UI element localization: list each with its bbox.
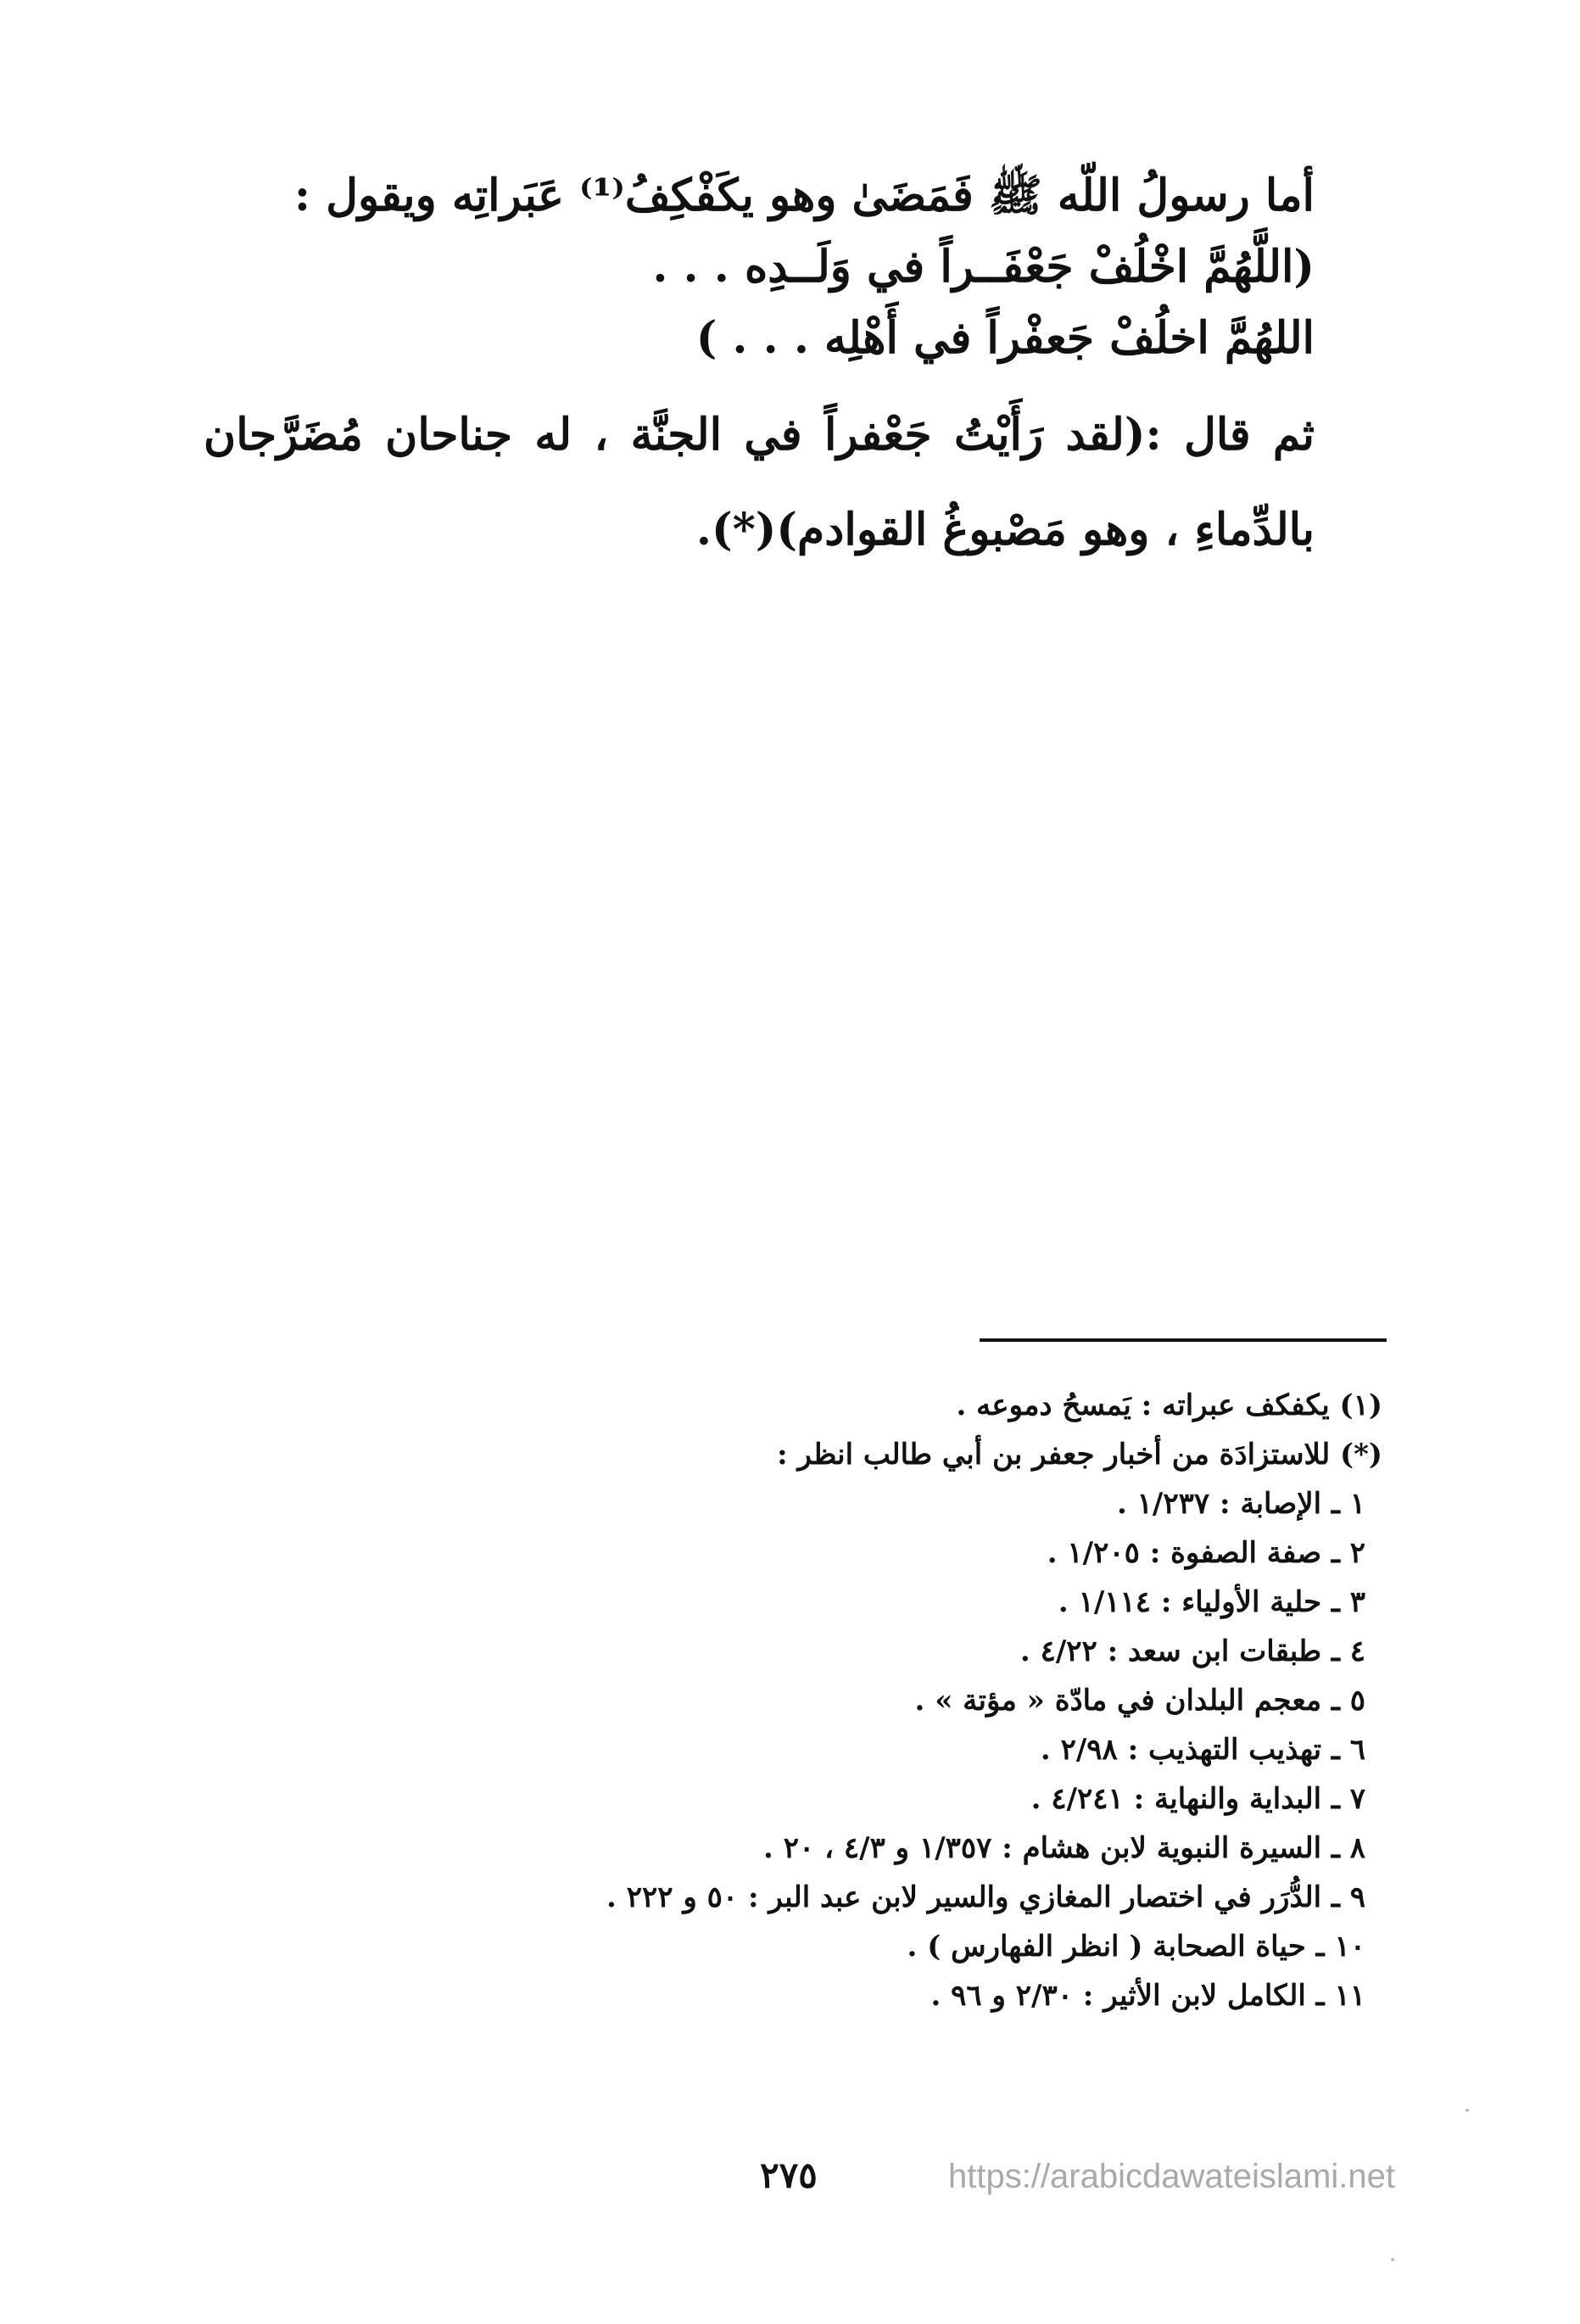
reference-item: ٥ ـ معجم البلدان في مادّة « مؤتة » . [914,1684,1365,1718]
reference-item: ٧ ـ البداية والنهاية : ٤/٢٤١ . [1030,1782,1365,1816]
reference-item: ٦ ـ تهذيب التهذيب : ٢/٩٨ . [1040,1733,1365,1767]
footnote-1: (١) يكفكف عبراته : يَمسحُ دموعه . [956,1388,1382,1422]
reference-item: ٩ ـ الدُّرَر في اختصار المغازي والسير لابن عبد البر : ٥٠ و ٢٢٢ . [606,1880,1365,1914]
reference-item: ٣ ـ حلية الأولياء : ١/١١٤ . [1058,1585,1365,1619]
reference-item: ١٠ ـ حياة الصحابة ( انظر الفهارس ) . [907,1930,1365,1964]
text-line-1: أما رسولُ اللّه ﷺ فَمَضَىٰ وهو يكَفْكِفُ⁽¹⁾ عَبَراتِه ويقول : [293,170,1315,221]
reference-item: ٨ ـ السيرة النبوية لابن هشام : ١/٣٥٧ و ٤/٣ ، ٢٠ . [763,1831,1365,1865]
reference-item: ٤ ـ طبقات ابن سعد : ٤/٢٢ . [1019,1634,1365,1668]
reference-item: ٢ ـ صفة الصفوة : ١/٢٠٥ . [1047,1536,1365,1570]
text-line-2: (اللَّهُمَّ اخْلُفْ جَعْفَــراً في وَلَــدِه . . . [652,241,1315,293]
footnote-star: (*) للاستزادَة من أخبار جعفر بن أبي طالب انظر : [777,1438,1382,1472]
main-text [204,170,1315,605]
scan-speck [1391,2258,1394,2261]
reference-item: ١ ـ الإصابة : ١/٢٣٧ . [1116,1487,1365,1521]
footnotes [509,1388,1382,2031]
page-number: ٢٧٥ [760,2154,818,2196]
footnote-divider [980,1338,1387,1342]
reference-item: ١١ ـ الكامل لابن الأثير : ٢/٣٠ و ٩٦ . [930,1979,1365,2013]
watermark-url: https://arabicdawateislami.net [948,2158,1395,2195]
text-line-3: اللهُمَّ اخلُفْ جَعفْراً في أَهْلِه . . . ) [695,312,1315,364]
text-paragraph: ثم قال :(لقد رَأَيْتُ جَعْفراً في الجنَّة ، له جناحان مُضَرَّجان بالدِّماءِ ، وهو مَصْبوغُ القوادم)(*). [204,409,1315,556]
scan-speck [1466,2109,1469,2112]
